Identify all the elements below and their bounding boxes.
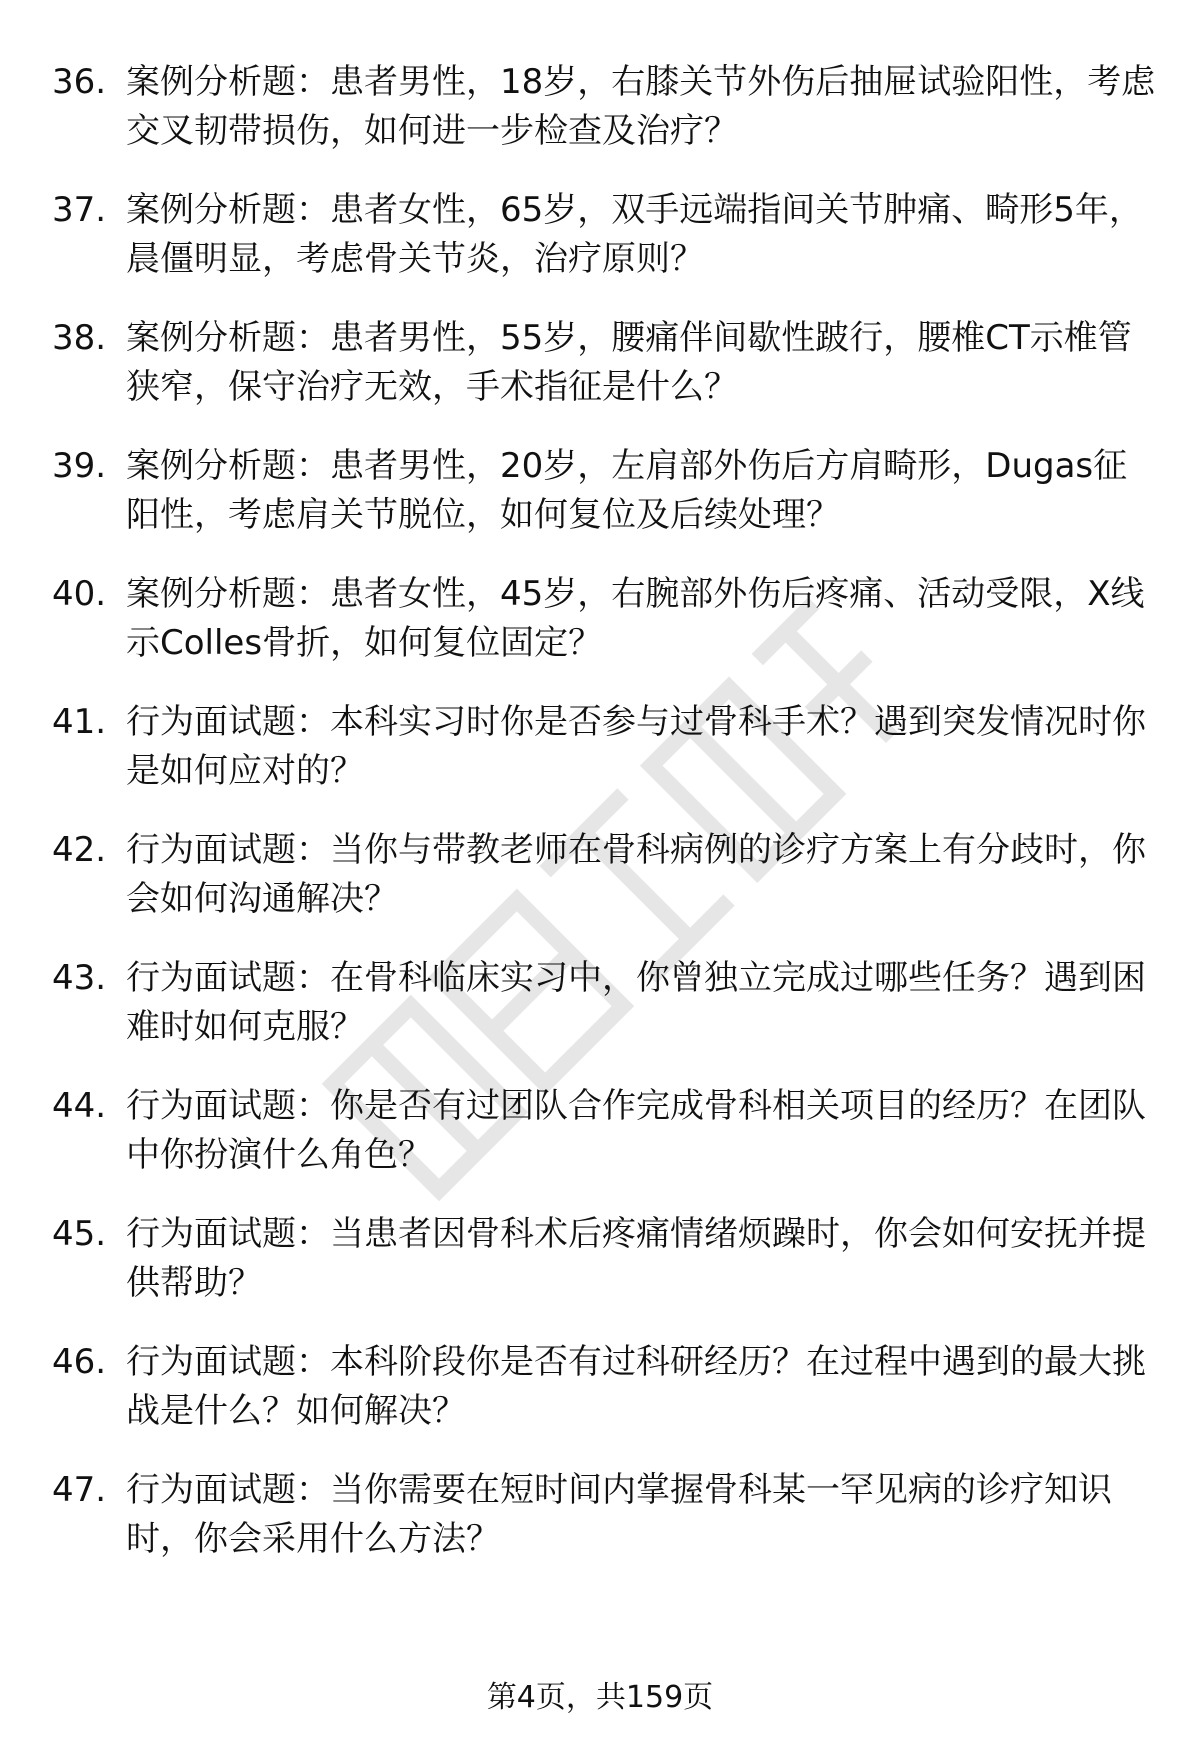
question-number: 42. (52, 830, 107, 870)
question-number: 38. (52, 318, 107, 358)
question-item (52, 954, 1152, 1082)
question-text: 案例分析题：患者男性，18岁，右膝关节外伤后抽屉试验阳性，考虑交叉韧带损伤，如何进一步检查及治疗？ (126, 62, 1156, 151)
question-number: 36. (52, 62, 107, 102)
question-text: 案例分析题：患者女性，45岁，右腕部外伤后疼痛、活动受限，X线示Colles骨折，如何复位固定？ (126, 574, 1145, 663)
question-item (52, 1210, 1152, 1338)
page-footer: 第4页，共159页 (486, 1680, 714, 1715)
question-item (52, 826, 1152, 954)
question-item (52, 698, 1152, 826)
question-number: 46. (52, 1342, 107, 1382)
question-text: 行为面试题：在骨科临床实习中，你曾独立完成过哪些任务？遇到困难时如何克服？ (126, 958, 1146, 1047)
question-number: 45. (52, 1214, 107, 1254)
question-item (52, 442, 1152, 570)
question-item (52, 1466, 1152, 1594)
question-number: 43. (52, 958, 107, 998)
question-number: 41. (52, 702, 107, 742)
question-item (52, 1338, 1152, 1466)
question-item (52, 58, 1156, 186)
question-item (52, 1082, 1152, 1210)
question-number: 37. (52, 190, 107, 230)
question-text: 案例分析题：患者男性，55岁，腰痛伴间歇性跛行，腰椎CT示椎管狭窄，保守治疗无效，手术指征是什么？ (126, 318, 1132, 407)
question-number: 39. (52, 446, 107, 486)
question-text: 行为面试题：本科阶段你是否有过科研经历？在过程中遇到的最大挑战是什么？如何解决？ (126, 1342, 1146, 1431)
question-item (52, 570, 1152, 698)
question-item (52, 186, 1152, 314)
question-number: 44. (52, 1086, 107, 1126)
question-list (52, 58, 1156, 1594)
question-text: 行为面试题：本科实习时你是否参与过骨科手术？遇到突发情况时你是如何应对的？ (126, 702, 1146, 791)
question-text: 行为面试题：当你需要在短时间内掌握骨科某一罕见病的诊疗知识时，你会采用什么方法？ (126, 1470, 1112, 1559)
question-text: 案例分析题：患者男性，20岁，左肩部外伤后方肩畸形，Dugas征阳性，考虑肩关节脱位，如何复位及后续处理？ (126, 446, 1128, 535)
question-number: 47. (52, 1470, 107, 1510)
question-text: 案例分析题：患者女性，65岁，双手远端指间关节肿痛、畸形5年，晨僵明显，考虑骨关节炎，治疗原则？ (126, 190, 1143, 279)
question-text: 行为面试题：当患者因骨科术后疼痛情绪烦躁时，你会如何安抚并提供帮助？ (126, 1214, 1146, 1303)
question-text: 行为面试题：你是否有过团队合作完成骨科相关项目的经历？在团队中你扮演什么角色？ (126, 1086, 1146, 1175)
question-text: 行为面试题：当你与带教老师在骨科病例的诊疗方案上有分歧时，你会如何沟通解决？ (126, 830, 1146, 919)
question-number: 40. (52, 574, 107, 614)
question-item (52, 314, 1152, 442)
